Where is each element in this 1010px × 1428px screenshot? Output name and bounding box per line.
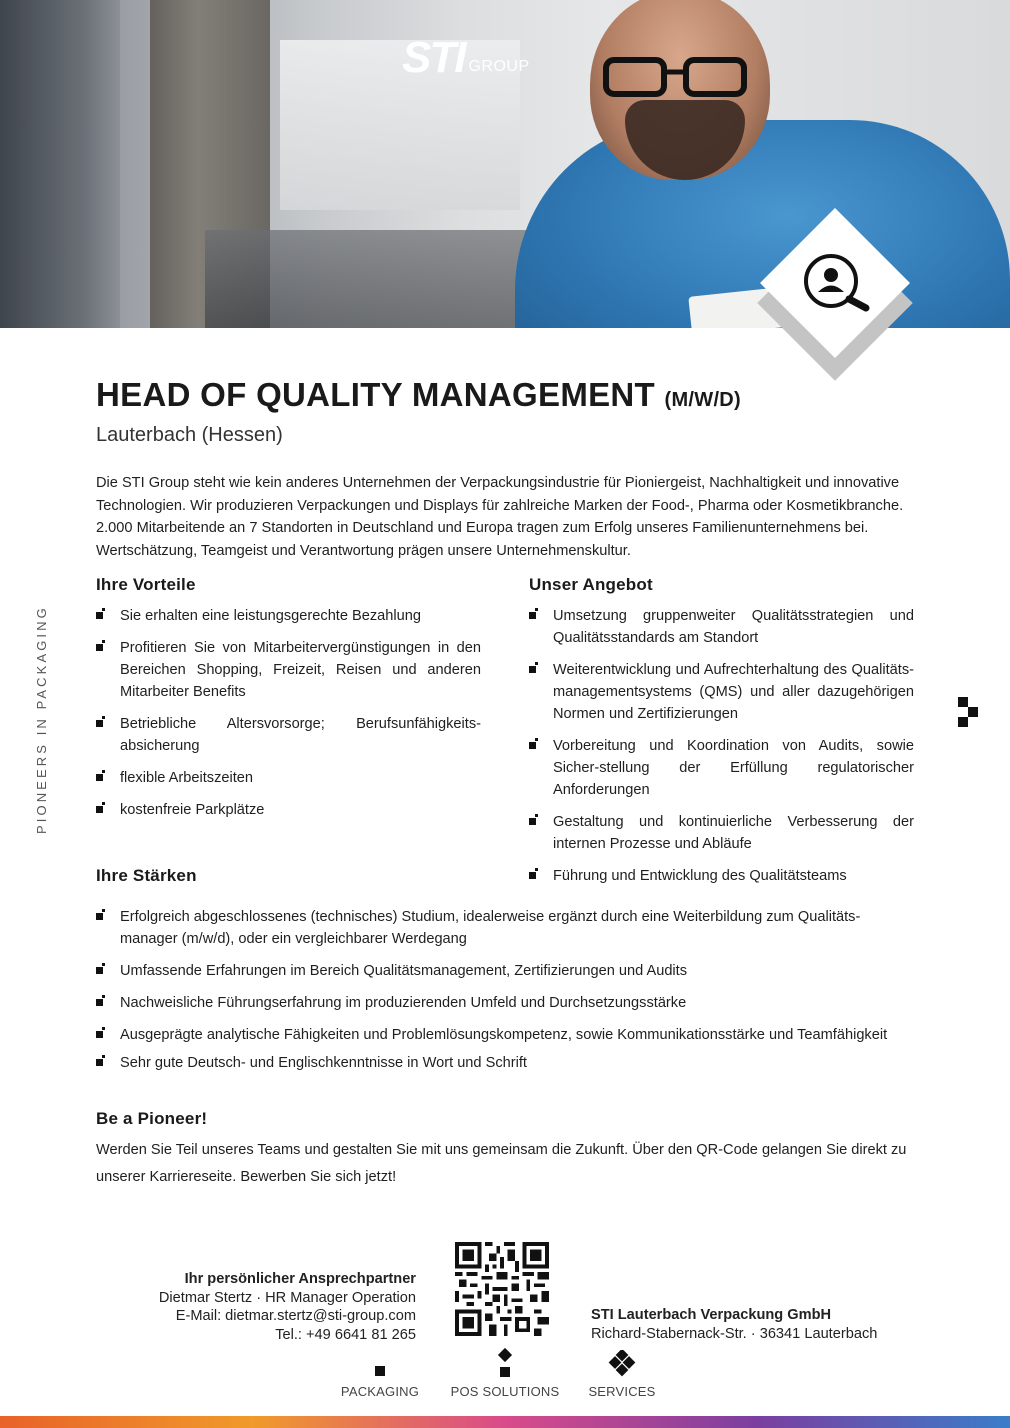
glasses-icon bbox=[598, 50, 758, 100]
contact-heading: Ihr persönlicher Ansprechpartner bbox=[184, 1271, 416, 1287]
company-name: STI Lauterbach Verpackung GmbH bbox=[591, 1307, 832, 1323]
color-gradient-bar bbox=[0, 1416, 1010, 1428]
list-item: Führung und Entwicklung des Qualitätsteams bbox=[529, 865, 914, 887]
list-item: Betriebliche Altersvorsorge; Berufsunfähigkeits-absicherung bbox=[96, 713, 481, 757]
division-packaging bbox=[330, 1350, 430, 1399]
angebot-heading: Unser Angebot bbox=[529, 575, 653, 594]
qr-code[interactable] bbox=[455, 1242, 549, 1336]
logo-sti: STI bbox=[402, 33, 465, 82]
side-tagline: PIONEERS IN PACKAGING bbox=[34, 605, 49, 834]
list-item: Profitieren Sie von Mitarbeitervergünstigungen in den Bereichen Shopping, Freizeit, Reisen und anderen Mitarbeiter Benefits bbox=[96, 637, 481, 703]
list-item: Weiterentwicklung und Aufrechterhaltung des Qualitäts-managementsystems (QMS) und aller dazugehörigen Normen und Zertifizierungen bbox=[529, 659, 914, 725]
job-title-suffix: (M/W/D) bbox=[664, 389, 742, 411]
job-title bbox=[96, 376, 741, 414]
vorteile-list bbox=[96, 605, 481, 821]
list-item: Umsetzung gruppenweiter Qualitätsstrategien und Qualitätsstandards am Standort bbox=[529, 605, 914, 649]
hero-machine-left bbox=[0, 0, 120, 328]
section-vorteile bbox=[96, 575, 481, 831]
single-square-icon bbox=[330, 1350, 430, 1382]
list-item: Sehr gute Deutsch- und Englischkenntnisse in Wort und Schrift bbox=[96, 1052, 916, 1074]
list-item: Sie erhalten eine leistungsgerechte Bezahlung bbox=[96, 605, 481, 627]
pioneer-text: Werden Sie Teil unseres Teams und gestalten Sie mit uns gemeinsam die Zukunft. Über den QR-Code gelangen Sie direkt zu unserer Karriereseite. Bewerben Sie sich jetzt! bbox=[96, 1142, 907, 1185]
list-item: Nachweisliche Führungserfahrung im produzierenden Umfeld und Durchsetzungsstärke bbox=[96, 992, 916, 1014]
section-staerken bbox=[96, 866, 916, 1084]
list-item: Ausgeprägte analytische Fähigkeiten und Problemlösungskompetenz, sowie Kommunikationsstärke und Teamfähigkeit bbox=[96, 1024, 916, 1046]
list-item: Erfolgreich abgeschlossenes (technisches) Studium, idealerweise ergänzt durch eine Weiterbildung zum Qualitäts-manager (m/w/d), oder ein vergleichbarer Werdegang bbox=[96, 906, 916, 950]
search-person-icon bbox=[800, 253, 872, 313]
stacked-squares-icon bbox=[445, 1350, 565, 1382]
angebot-list bbox=[529, 605, 914, 887]
list-item: Vorbereitung und Koordination von Audits, sowie Sicher-stellung der Erfüllung regulatorischer Anforderungen bbox=[529, 735, 914, 801]
logo-group: GROUP bbox=[468, 58, 530, 75]
hero-machine-base bbox=[205, 230, 535, 328]
division-label: POS SOLUTIONS bbox=[450, 1384, 560, 1399]
job-location: Lauterbach (Hessen) bbox=[96, 424, 283, 446]
division-pos-solutions bbox=[445, 1350, 565, 1399]
contact-phone[interactable]: Tel.: +49 6641 81 265 bbox=[275, 1326, 416, 1343]
company-block bbox=[591, 1306, 877, 1343]
company-address: Richard-Stabernack-Str. · 36341 Lauterbach bbox=[591, 1325, 878, 1342]
diamond-cluster-icon bbox=[572, 1350, 672, 1382]
list-item: Gestaltung und kontinuierliche Verbesserung der internen Prozesse und Abläufe bbox=[529, 811, 914, 855]
staerken-heading: Ihre Stärken bbox=[96, 866, 197, 885]
company-intro: Die STI Group steht wie kein anderes Unternehmen der Verpackungsindustrie für Pioniergeist, Nachhaltigkeit und innovative Technologien. Wir produzieren Verpackungen und Displays für zahlreiche Marken der Food-, Pharma oder Kosmetikbranche. 2.000 Mitarbeitende an 7 Standorten in Deutschland und Europa tragen zum Erfolg unseres Familienunternehmens bei. Wertschätzung, Teamgeist und Verantwortung prägen unsere Unternehmenskultur. bbox=[96, 475, 904, 559]
job-title-main: HEAD OF QUALITY MANAGEMENT bbox=[96, 376, 656, 413]
pioneer-heading: Be a Pioneer! bbox=[96, 1109, 208, 1128]
division-services bbox=[572, 1350, 672, 1399]
section-angebot bbox=[529, 575, 914, 897]
list-item: flexible Arbeitszeiten bbox=[96, 767, 481, 789]
division-label: SERVICES bbox=[588, 1384, 656, 1399]
sti-group-logo bbox=[402, 33, 530, 82]
staerken-list bbox=[96, 906, 916, 1074]
division-label: PACKAGING bbox=[340, 1384, 420, 1399]
decorative-squares-icon bbox=[958, 697, 980, 731]
list-item: Umfassende Erfahrungen im Bereich Qualitätsmanagement, Zertifizierungen und Audits bbox=[96, 960, 916, 982]
contact-name: Dietmar Stertz · HR Manager Operation bbox=[158, 1289, 416, 1306]
vorteile-heading: Ihre Vorteile bbox=[96, 575, 196, 594]
list-item: kostenfreie Parkplätze bbox=[96, 799, 481, 821]
contact-email[interactable]: E-Mail: dietmar.stertz@sti-group.com bbox=[175, 1308, 416, 1324]
contact-block bbox=[159, 1270, 416, 1344]
